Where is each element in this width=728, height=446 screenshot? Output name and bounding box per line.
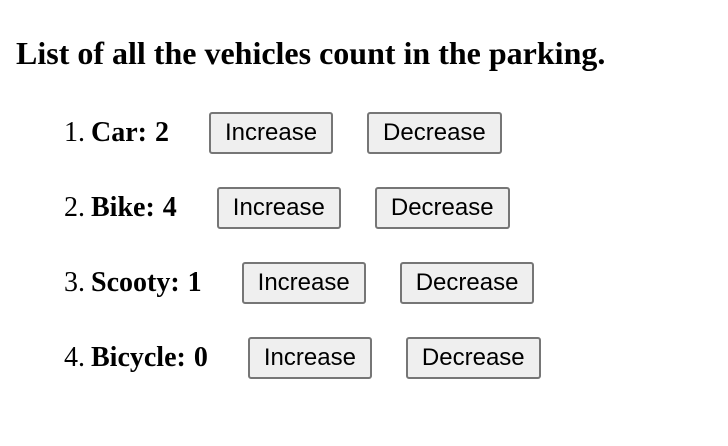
vehicle-index: 3. <box>64 267 85 298</box>
vehicle-index: 4. <box>64 342 85 373</box>
vehicle-count: 1 <box>187 267 202 298</box>
vehicle-separator: : <box>170 267 180 298</box>
car-decrease-button[interactable]: Decrease <box>367 112 502 154</box>
page-title: List of all the vehicles count in the parking. <box>16 35 606 71</box>
vehicle-name: Scooty <box>91 267 171 298</box>
vehicle-count: 2 <box>154 117 169 148</box>
vehicle-row-bike <box>64 187 510 229</box>
vehicle-index: 1. <box>64 117 85 148</box>
vehicle-separator: : <box>176 342 186 373</box>
vehicle-name: Car <box>91 117 138 148</box>
car-increase-button[interactable]: Increase <box>209 112 333 154</box>
bicycle-decrease-button[interactable]: Decrease <box>406 337 541 379</box>
bike-decrease-button[interactable]: Decrease <box>375 187 510 229</box>
scooty-increase-button[interactable]: Increase <box>242 262 366 304</box>
vehicle-row-scooty <box>64 262 534 304</box>
vehicle-index: 2. <box>64 192 85 223</box>
vehicle-count: 4 <box>162 192 177 223</box>
scooty-decrease-button[interactable]: Decrease <box>400 262 535 304</box>
vehicle-row-car <box>64 112 502 154</box>
bicycle-increase-button[interactable]: Increase <box>248 337 372 379</box>
bike-increase-button[interactable]: Increase <box>217 187 341 229</box>
vehicle-count: 0 <box>193 342 208 373</box>
vehicle-name: Bike <box>91 192 146 223</box>
vehicle-row-bicycle <box>64 337 541 379</box>
vehicle-separator: : <box>145 192 155 223</box>
vehicle-separator: : <box>137 117 147 148</box>
vehicle-name: Bicycle <box>91 342 177 373</box>
